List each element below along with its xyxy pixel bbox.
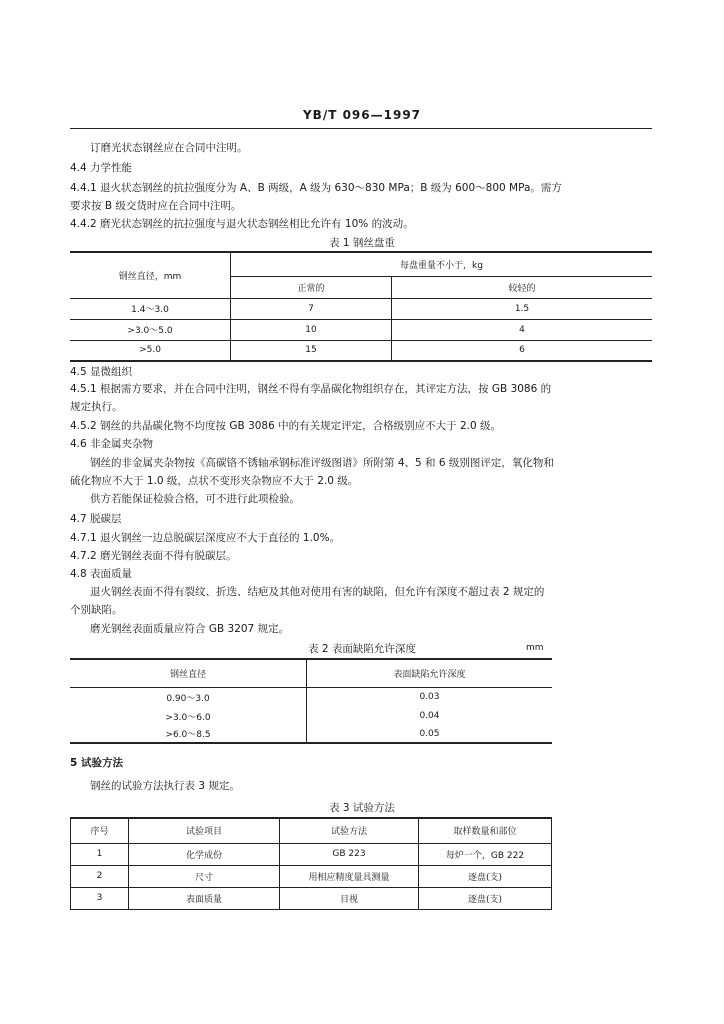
table3-header: 试验方法: [280, 818, 419, 843]
table3-cell: 表面质量: [129, 887, 280, 909]
section-heading-5: 5 试验方法: [70, 757, 123, 769]
table1-col-diameter: 钢丝直径，mm: [70, 252, 231, 298]
table1-sub-normal: 正常的: [231, 276, 392, 298]
table2-unit: mm: [526, 643, 544, 653]
table1-cell: 4: [392, 319, 653, 340]
table1-cell: >5.0: [70, 340, 231, 361]
table-test-methods: [70, 817, 552, 910]
table3-cell: 用相应精度量具测量: [280, 865, 419, 887]
section-heading-4-6: 4.6 非金属夹杂物: [70, 438, 154, 450]
document-header: YB/T 096—1997: [302, 108, 422, 122]
table1-cell: 6: [392, 340, 653, 361]
header-rule: [70, 128, 652, 129]
clause-4-4-2: 4.4.2 磨光状态钢丝的抗拉强度与退火状态钢丝相比允许有 10% 的波动。: [70, 218, 414, 230]
paragraph: 硫化物应不大于 1.0 级，点状不变形夹杂物应不大于 2.0 级。: [70, 475, 359, 487]
paragraph: 钢丝的非金属夹杂物按《高碳铬不锈轴承钢标准评级图谱》所附第 4、5 和 6 级别图评定，氧化物和: [90, 457, 554, 469]
section-heading-4-5: 4.5 显微组织: [70, 366, 133, 378]
paragraph: 钢丝的试验方法执行表 3 规定。: [90, 780, 240, 792]
table2-cell: 0.05: [307, 725, 553, 743]
clause-4-5-1-cont: 规定执行。: [70, 401, 123, 413]
table3-cell: 化学成份: [129, 843, 280, 865]
table1-col-group: 每盘重量不小于，kg: [231, 252, 653, 276]
table-surface-defects: [70, 658, 552, 744]
table3-cell: GB 223: [280, 843, 419, 865]
table2-col-depth: 表面缺陷允许深度: [307, 659, 553, 687]
table3-cell: 每炉一个，GB 222: [419, 843, 552, 865]
table1-cell: 7: [231, 298, 392, 319]
clause-4-4-1: 4.4.1 退火状态钢丝的抗拉强度分为 A、B 两级，A 级为 630～830 MPa；B 级为 600～800 MPa。需方: [70, 182, 562, 194]
table-coil-weight: [70, 251, 652, 362]
table1-cell: 15: [231, 340, 392, 361]
table1-cell: 1.5: [392, 298, 653, 319]
table3-header: 取样数量和部位: [419, 818, 552, 843]
table1-cell: 1.4～3.0: [70, 298, 231, 319]
clause-4-5-2: 4.5.2 钢丝的共晶碳化物不均度按 GB 3086 中的有关规定评定，合格级别应不大于 2.0 级。: [70, 420, 502, 432]
table2-caption: 表 2 表面缺陷允许深度: [308, 643, 416, 655]
table3-header: 序号: [71, 818, 129, 843]
table3-cell: 目视: [280, 887, 419, 909]
section-heading-4-7: 4.7 脱碳层: [70, 513, 122, 525]
table3-cell: 2: [71, 865, 129, 887]
table2-cell: 0.03: [307, 687, 553, 707]
table3-cell: 尺寸: [129, 865, 280, 887]
table3-cell: 1: [71, 843, 129, 865]
table2-col-diameter: 钢丝直径: [70, 659, 307, 687]
clause-4-7-1: 4.7.1 退火钢丝一边总脱碳层深度应不大于直径的 1.0%。: [70, 532, 341, 544]
table3-header: 试验项目: [129, 818, 280, 843]
table1-cell: >3.0～5.0: [70, 319, 231, 340]
clause-4-5-1: 4.5.1 根据需方要求，并在合同中注明，钢丝不得有孪晶碳化物组织存在，其评定方法，按 GB 3086 的: [70, 383, 552, 395]
paragraph: 退火钢丝表面不得有裂纹、折迭、结疤及其他对使用有害的缺陷，但允许有深度不超过表 2 规定的: [90, 586, 545, 598]
table3-cell: 3: [71, 887, 129, 909]
clause-4-7-2: 4.7.2 磨光钢丝表面不得有脱碳层。: [70, 550, 237, 562]
table2-cell: 0.90～3.0: [70, 687, 307, 707]
section-heading-4-8: 4.8 表面质量: [70, 568, 133, 580]
table2-cell: >6.0～8.5: [70, 725, 307, 743]
table2-cell: 0.04: [307, 707, 553, 725]
table1-caption: 表 1 钢丝盘重: [329, 237, 395, 249]
table3-cell: 逐盘(支): [419, 887, 552, 909]
table1-sub-lighter: 较轻的: [392, 276, 653, 298]
table1-cell: 10: [231, 319, 392, 340]
section-heading-4-4: 4.4 力学性能: [70, 162, 133, 174]
paragraph: 个别缺陷。: [70, 604, 123, 616]
paragraph: 订磨光状态钢丝应在合同中注明。: [90, 142, 248, 154]
table3-cell: 逐盘(支): [419, 865, 552, 887]
clause-4-4-1-cont: 要求按 B 级交货时应在合同中注明。: [70, 200, 242, 212]
table2-cell: >3.0～6.0: [70, 707, 307, 725]
paragraph: 磨光钢丝表面质量应符合 GB 3207 规定。: [90, 623, 290, 635]
paragraph: 供方若能保证检验合格，可不进行此项检验。: [90, 493, 300, 505]
table3-caption: 表 3 试验方法: [329, 802, 395, 814]
